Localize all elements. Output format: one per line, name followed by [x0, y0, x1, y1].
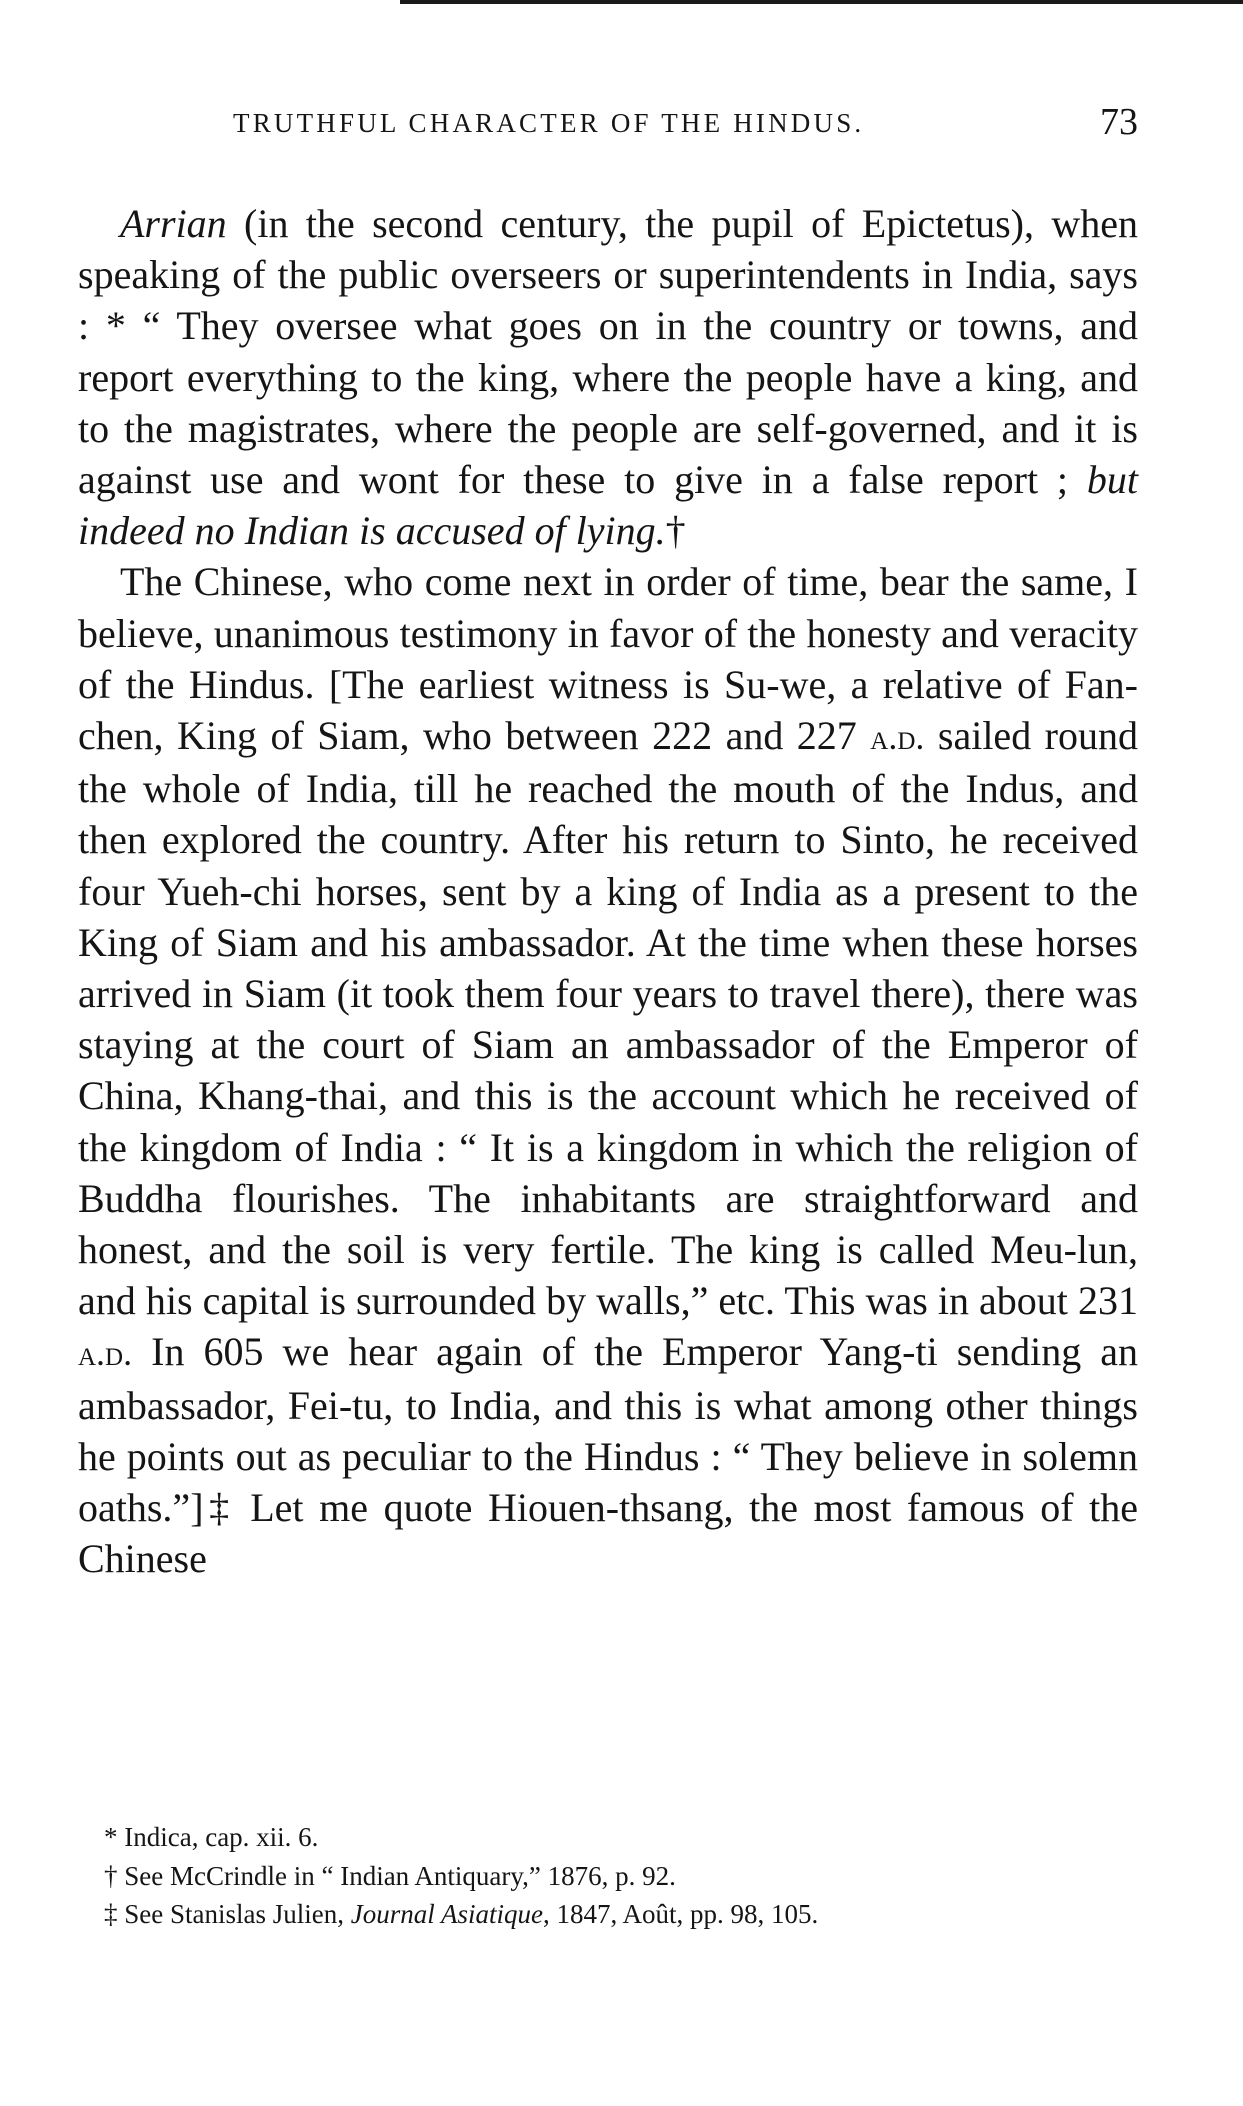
author-name-arrian: Arrian [120, 201, 227, 246]
running-head: TRUTHFUL CHARACTER OF THE HINDUS. [233, 108, 865, 138]
paragraph-arrian [78, 198, 1138, 556]
body-text [78, 198, 1138, 1584]
emphasis-text: but indeed no Indian is accused of lying. [78, 457, 1138, 554]
paragraph-text: sailed round the whole of India, till he reached the mouth of the Indus, and then explored the country. After his return to Sinto, he received four Yueh-chi horses, sent by a king of India as a present to the King of Siam and his ambassador. At the time when these horses arrived in Siam (it took them four years to travel there), there was staying at the court of Siam an ambassador of the Emperor of China, Khang-thai, and this is the account which he received of the kingdom of India : “ It is a kingdom in which the religion of Buddha flourishes. The inhabitants are straightforward and honest, and the soil is very fertile. The king is called Meu-lun, and his capital is surrounded by walls,” etc. This was in about 231 [78, 713, 1138, 1324]
footnote-ref: * [105, 303, 126, 349]
paragraph-text: Let me quote Hiouen-thsang, the most famous of the Chinese [78, 1485, 1138, 1582]
page-header [78, 100, 1138, 150]
journal-title: Journal Asiatique [350, 1899, 543, 1930]
footnote-2: † See McCrindle in “ Indian Antiquary,” 1876, p. 92. [104, 1860, 676, 1891]
footnote-text: ‡ See Stanislas Julien, [104, 1899, 351, 1930]
footnote-ref: ‡ [203, 1485, 235, 1531]
paragraph-text: In 605 we hear again of the Emperor Yang-ti sending an ambassador, Fei-tu, to India, and this is what among other things he points out as peculiar to the Hindus : “ They believe in solemn oaths.”] [78, 1329, 1138, 1531]
footnote-text: , 1847, Août, pp. 98, 105. [542, 1899, 819, 1930]
footnote-ref: † [665, 508, 686, 554]
footnote-1: * Indica, cap. xii. 6. [104, 1822, 319, 1852]
page-number: 73 [1100, 101, 1138, 143]
top-rule [400, 0, 1243, 4]
paragraph-text: (in the second century, the pupil of Epictetus), when speaking of the public overseers or superintendents in India, says : [78, 201, 1138, 349]
paragraph-chinese [78, 556, 1138, 1584]
era-abbreviation: a.d. [78, 1333, 133, 1374]
footnote-3 [104, 1895, 1144, 1934]
paragraph-text: The Chinese, who come next in order of time, bear the same, I believe, unanimous testimony in favor of the honesty and veracity of the Hindus. [The earliest witness is Su-we, a relative of Fan-chen, King of Siam, who between 222 and 227 [78, 559, 1138, 759]
paragraph-text: “ They oversee what goes on in the country or towns, and report everything to the king, where the people have a king, and to the magistrates, where the people are self-governed, and it is against use and wont for these to give in a false report ; [78, 303, 1138, 503]
footnotes [104, 1818, 1144, 1934]
era-abbreviation: a.d. [870, 717, 925, 758]
